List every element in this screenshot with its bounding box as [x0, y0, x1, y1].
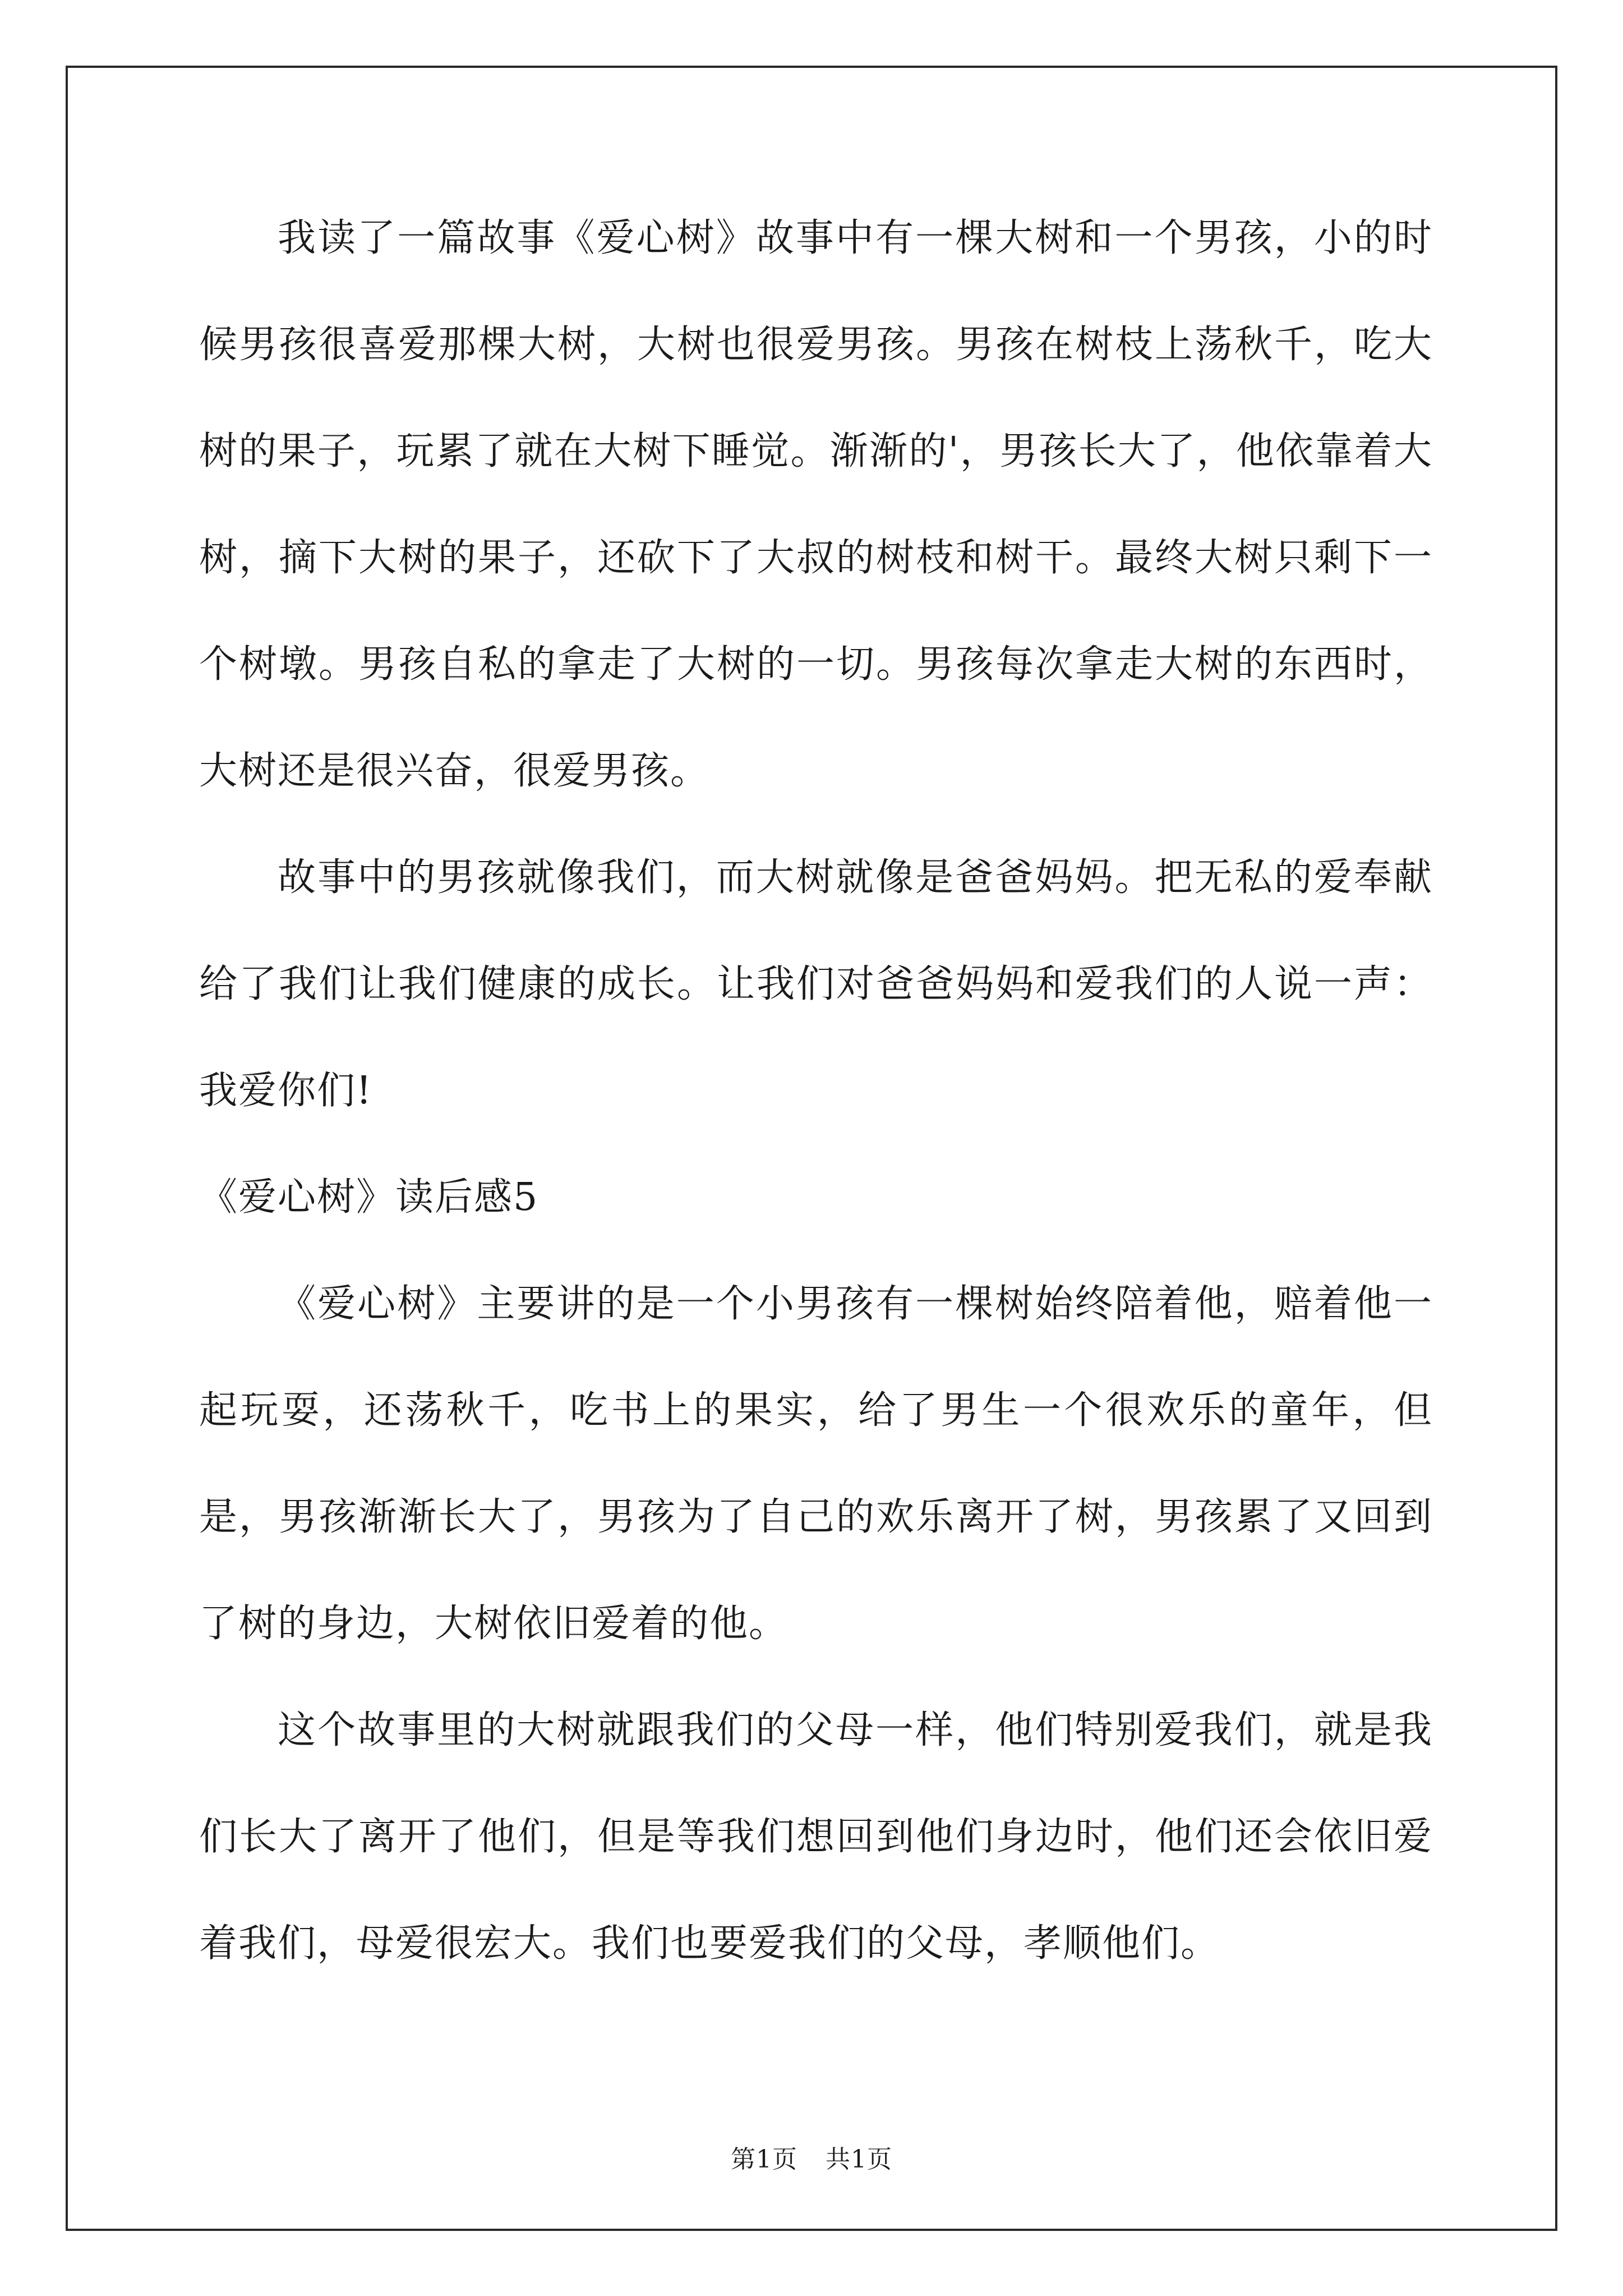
document-body: [199, 185, 1433, 1997]
page-number: 第1页: [731, 2145, 797, 2174]
page-footer: [0, 2143, 1623, 2177]
paragraph: 这个故事里的大树就跟我们的父母一样，他们特别爱我们，就是我们长大了离开了他们，但是等我们想回到他们身边时，他们还会依旧爱着我们，母爱很宏大。我们也要爱我们的父母，孝顺他们。: [199, 1708, 1433, 1966]
paragraph: 我读了一篇故事《爱心树》故事中有一棵大树和一个男孩，小的时候男孩很喜爱那棵大树，大树也很爱男孩。男孩在树枝上荡秋千，吃大树的果子，玩累了就在大树下睡觉。渐渐的'，男孩长大了，他依靠着大树，摘下大树的果子，还砍下了大叔的树枝和树干。最终大树只剩下一个树墩。男孩自私的拿走了大树的一切。男孩每次拿走大树的东西时，大树还是很兴奋，很爱男孩。: [199, 216, 1433, 793]
page-total: 共1页: [826, 2145, 892, 2174]
paragraph: 《爱心树》主要讲的是一个小男孩有一棵树始终陪着他，赔着他一起玩耍，还荡秋千，吃书上的果实，给了男生一个很欢乐的童年，但是，男孩渐渐长大了，男孩为了自己的欢乐离开了树，男孩累了又回到了树的身边，大树依旧爱着的他。: [199, 1282, 1433, 1646]
section-heading: 《爱心树》读后感5: [199, 1175, 539, 1220]
paragraph: 故事中的男孩就像我们，而大树就像是爸爸妈妈。把无私的爱奉献给了我们让我们健康的成长。让我们对爸爸妈妈和爱我们的人说一声：我爱你们!: [199, 855, 1433, 1113]
